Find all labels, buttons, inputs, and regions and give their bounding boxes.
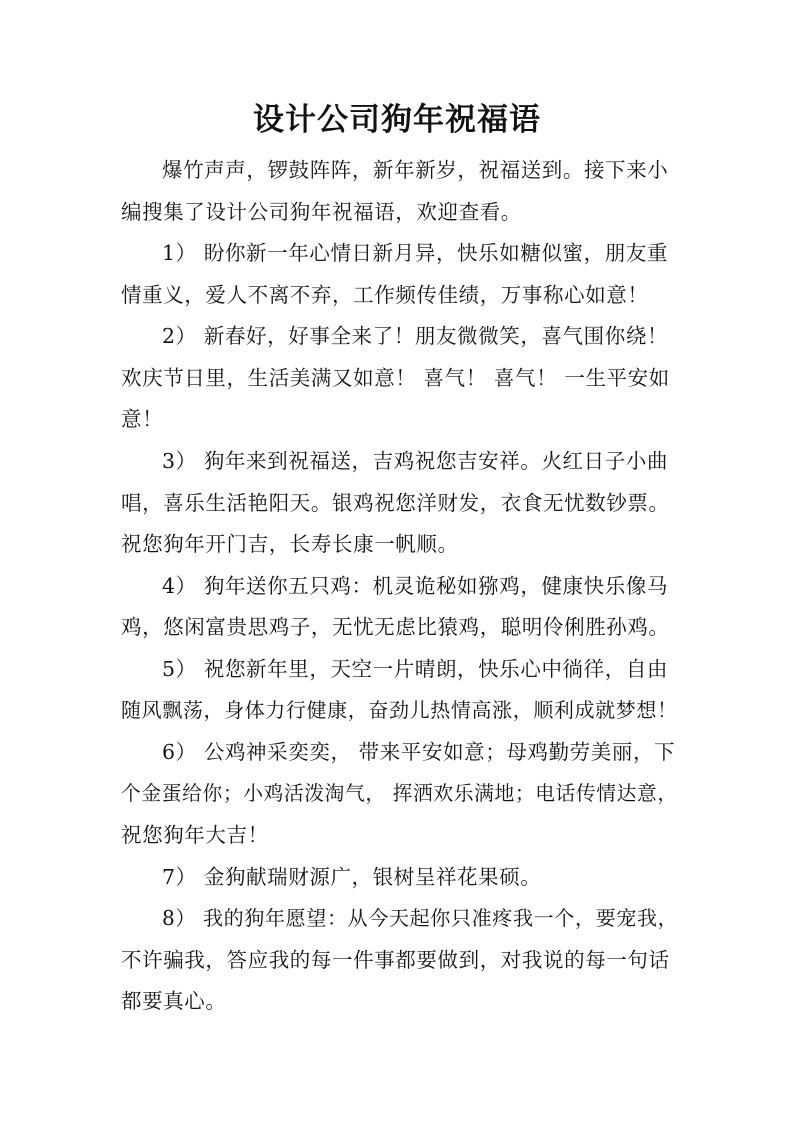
item-2-line-2: 欢庆节日里，生活美满又如意！ 喜气！ 喜气！ 一生平安如	[121, 366, 670, 390]
item-3-line-2: 唱，喜乐生活艳阳天。银鸡祝您洋财发，衣食无忧数钞票。	[121, 491, 670, 515]
item-5-line-2: 随风飘荡，身体力行健康，奋劲儿热情高涨，顺利成就梦想！	[121, 698, 678, 722]
item-2-line-3: 意！	[121, 407, 164, 431]
item-6-line-2: 个金蛋给你；小鸡活泼淘气， 挥洒欢乐满地；电话传情达意，	[121, 782, 678, 805]
item-8-line-3: 都要真心。	[121, 989, 227, 1013]
document-title: 设计公司狗年祝福语	[253, 102, 541, 138]
intro-line-2: 编搜集了设计公司狗年祝福语，欢迎查看。	[121, 200, 522, 224]
intro-line-1: 爆竹声声，锣鼓阵阵，新年新岁，祝福送到。接下来小	[162, 158, 669, 182]
item-4-line-1: 4） 狗年送你五只鸡：机灵诡秘如猕鸡，健康快乐像马	[162, 574, 669, 598]
item-6-line-1: 6） 公鸡神采奕奕， 带来平安如意；母鸡勤劳美丽，下	[162, 740, 676, 764]
item-4-line-2: 鸡，悠闲富贵思鸡子，无忧无虑比猿鸡，聪明伶俐胜孙鸡。	[121, 615, 670, 639]
item-1-line-2: 情重义，爱人不离不弃，工作频传佳绩，万事称心如意！	[121, 283, 649, 307]
item-7-line-1: 7） 金狗献瑞财源广，银树呈祥花果硕。	[162, 865, 542, 889]
item-6-line-3: 祝您狗年大吉！	[121, 823, 269, 847]
item-1-line-1: 1） 盼你新一年心情日新月异，快乐如糖似蜜，朋友重	[162, 241, 669, 265]
item-8-line-1: 8） 我的狗年愿望：从今天起你只准疼我一个，要宠我，	[162, 906, 679, 930]
item-2-line-1: 2） 新春好，好事全来了！朋友微微笑，喜气围你绕！	[162, 324, 669, 348]
item-5-line-1: 5） 祝您新年里，天空一片晴朗，快乐心中徜徉，自由	[162, 657, 669, 681]
item-8-line-2: 不许骗我，答应我的每一件事都要做到，对我说的每一句话	[121, 948, 670, 972]
item-3-line-3: 祝您狗年开门吉，长寿长康一帆顺。	[121, 532, 459, 556]
item-3-line-1: 3） 狗年来到祝福送，吉鸡祝您吉安祥。火红日子小曲	[162, 449, 669, 473]
